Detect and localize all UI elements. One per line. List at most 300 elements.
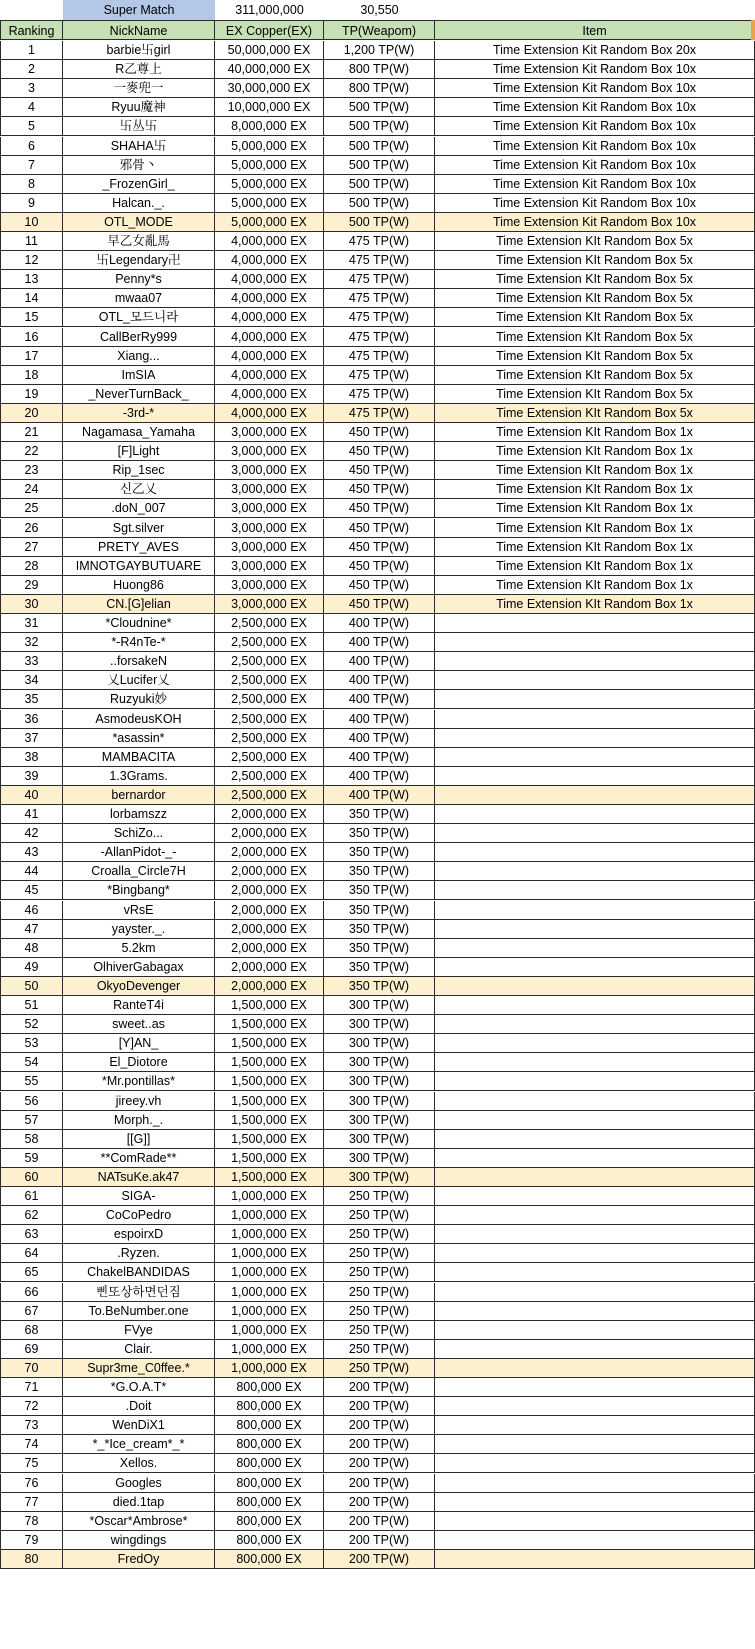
ex-copper-cell[interactable]: 5,000,000 EX: [215, 156, 324, 175]
ranking-cell[interactable]: 19: [0, 385, 63, 404]
ex-copper-cell[interactable]: 4,000,000 EX: [215, 251, 324, 270]
ex-copper-cell[interactable]: 2,000,000 EX: [215, 939, 324, 958]
nickname-cell[interactable]: .Doit: [63, 1397, 215, 1416]
item-cell[interactable]: [435, 1474, 755, 1493]
ranking-cell[interactable]: 15: [0, 308, 63, 327]
ranking-cell[interactable]: 14: [0, 289, 63, 308]
nickname-cell[interactable]: Huong86: [63, 576, 215, 595]
item-cell[interactable]: [435, 1531, 755, 1550]
ranking-cell[interactable]: 70: [0, 1359, 63, 1378]
ex-copper-cell[interactable]: 800,000 EX: [215, 1416, 324, 1435]
nickname-cell[interactable]: Clair.: [63, 1340, 215, 1359]
tp-weapon-cell[interactable]: 400 TP(W): [324, 767, 435, 786]
tp-weapon-cell[interactable]: 350 TP(W): [324, 862, 435, 881]
ranking-cell[interactable]: 68: [0, 1321, 63, 1340]
item-cell[interactable]: Time Extension KIt Random Box 1x: [435, 595, 755, 614]
tp-weapon-cell[interactable]: 300 TP(W): [324, 1034, 435, 1053]
ex-copper-cell[interactable]: 2,000,000 EX: [215, 805, 324, 824]
tp-weapon-cell[interactable]: 200 TP(W): [324, 1435, 435, 1454]
item-cell[interactable]: Time Extension Kit Random Box 20x: [435, 41, 755, 60]
ex-copper-cell[interactable]: 30,000,000 EX: [215, 79, 324, 98]
ex-copper-cell[interactable]: 800,000 EX: [215, 1454, 324, 1473]
ranking-cell[interactable]: 27: [0, 538, 63, 557]
ranking-cell[interactable]: 30: [0, 595, 63, 614]
tp-weapon-cell[interactable]: 500 TP(W): [324, 117, 435, 136]
ex-copper-cell[interactable]: 1,000,000 EX: [215, 1340, 324, 1359]
nickname-cell[interactable]: Croalla_Circle7H: [63, 862, 215, 881]
ex-copper-cell[interactable]: 1,000,000 EX: [215, 1302, 324, 1321]
item-cell[interactable]: [435, 652, 755, 671]
ex-copper-cell[interactable]: 5,000,000 EX: [215, 137, 324, 156]
header-ranking[interactable]: Ranking: [0, 20, 63, 40]
item-cell[interactable]: Time Extension KIt Random Box 5x: [435, 308, 755, 327]
nickname-cell[interactable]: OlhiverGabagax: [63, 958, 215, 977]
tp-weapon-cell[interactable]: 450 TP(W): [324, 595, 435, 614]
item-cell[interactable]: [435, 1454, 755, 1473]
nickname-cell[interactable]: WenDiX1: [63, 1416, 215, 1435]
tp-weapon-cell[interactable]: 350 TP(W): [324, 881, 435, 900]
nickname-cell[interactable]: 1.3Grams.: [63, 767, 215, 786]
ranking-cell[interactable]: 38: [0, 748, 63, 767]
tp-weapon-cell[interactable]: 475 TP(W): [324, 251, 435, 270]
item-cell[interactable]: Time Extension Kit Random Box 10x: [435, 117, 755, 136]
tp-weapon-cell[interactable]: 250 TP(W): [324, 1321, 435, 1340]
item-cell[interactable]: [435, 1283, 755, 1302]
ranking-cell[interactable]: 64: [0, 1244, 63, 1263]
ranking-cell[interactable]: 45: [0, 881, 63, 900]
tp-weapon-cell[interactable]: 475 TP(W): [324, 270, 435, 289]
item-cell[interactable]: [435, 1340, 755, 1359]
ex-copper-cell[interactable]: 2,500,000 EX: [215, 786, 324, 805]
item-cell[interactable]: Time Extension KIt Random Box 5x: [435, 251, 755, 270]
tp-weapon-cell[interactable]: 200 TP(W): [324, 1416, 435, 1435]
ranking-cell[interactable]: 6: [0, 137, 63, 156]
item-cell[interactable]: [435, 1263, 755, 1282]
tp-weapon-cell[interactable]: 475 TP(W): [324, 308, 435, 327]
tp-weapon-cell[interactable]: 200 TP(W): [324, 1493, 435, 1512]
item-cell[interactable]: [435, 1397, 755, 1416]
nickname-cell[interactable]: ..forsakeN: [63, 652, 215, 671]
nickname-cell[interactable]: vRsE: [63, 901, 215, 920]
ranking-cell[interactable]: 47: [0, 920, 63, 939]
ex-copper-cell[interactable]: 4,000,000 EX: [215, 385, 324, 404]
tp-weapon-cell[interactable]: 250 TP(W): [324, 1206, 435, 1225]
nickname-cell[interactable]: FVye: [63, 1321, 215, 1340]
ranking-cell[interactable]: 74: [0, 1435, 63, 1454]
ex-copper-cell[interactable]: 1,000,000 EX: [215, 1283, 324, 1302]
ex-copper-cell[interactable]: 8,000,000 EX: [215, 117, 324, 136]
item-cell[interactable]: [435, 1168, 755, 1187]
nickname-cell[interactable]: *asassin*: [63, 729, 215, 748]
ranking-cell[interactable]: 3: [0, 79, 63, 98]
nickname-cell[interactable]: barbie卐girl: [63, 41, 215, 60]
nickname-cell[interactable]: -AllanPidot-_-: [63, 843, 215, 862]
ranking-cell[interactable]: 76: [0, 1474, 63, 1493]
tp-weapon-cell[interactable]: 250 TP(W): [324, 1359, 435, 1378]
nickname-cell[interactable]: mwaa07: [63, 289, 215, 308]
tp-weapon-cell[interactable]: 500 TP(W): [324, 156, 435, 175]
super-match-label[interactable]: Super Match: [63, 0, 215, 20]
ranking-cell[interactable]: 28: [0, 557, 63, 576]
ex-copper-cell[interactable]: 1,000,000 EX: [215, 1206, 324, 1225]
nickname-cell[interactable]: MAMBACITA: [63, 748, 215, 767]
ex-copper-cell[interactable]: 1,500,000 EX: [215, 1149, 324, 1168]
nickname-cell[interactable]: PRETY_AVES: [63, 538, 215, 557]
tp-weapon-cell[interactable]: 200 TP(W): [324, 1378, 435, 1397]
nickname-cell[interactable]: _NeverTurnBack_: [63, 385, 215, 404]
item-cell[interactable]: [435, 862, 755, 881]
ranking-cell[interactable]: 1: [0, 41, 63, 60]
ranking-cell[interactable]: 24: [0, 480, 63, 499]
tp-weapon-cell[interactable]: 300 TP(W): [324, 1072, 435, 1091]
item-cell[interactable]: [435, 1550, 755, 1569]
item-cell[interactable]: [435, 1359, 755, 1378]
ranking-cell[interactable]: 10: [0, 213, 63, 232]
nickname-cell[interactable]: .Ryzen.: [63, 1244, 215, 1263]
item-cell[interactable]: [435, 633, 755, 652]
ex-copper-cell[interactable]: 800,000 EX: [215, 1512, 324, 1531]
tp-weapon-cell[interactable]: 250 TP(W): [324, 1225, 435, 1244]
ex-copper-cell[interactable]: 2,500,000 EX: [215, 767, 324, 786]
ranking-cell[interactable]: 73: [0, 1416, 63, 1435]
ex-copper-cell[interactable]: 5,000,000 EX: [215, 213, 324, 232]
nickname-cell[interactable]: ChakelBANDIDAS: [63, 1263, 215, 1282]
item-cell[interactable]: [435, 1072, 755, 1091]
nickname-cell[interactable]: Xiang...: [63, 347, 215, 366]
ex-copper-cell[interactable]: 3,000,000 EX: [215, 461, 324, 480]
item-cell[interactable]: [435, 710, 755, 729]
ranking-cell[interactable]: 2: [0, 60, 63, 79]
tp-weapon-cell[interactable]: 250 TP(W): [324, 1263, 435, 1282]
ranking-cell[interactable]: 8: [0, 175, 63, 194]
item-cell[interactable]: Time Extension KIt Random Box 5x: [435, 232, 755, 251]
ranking-cell[interactable]: 63: [0, 1225, 63, 1244]
item-cell[interactable]: Time Extension Kit Random Box 10x: [435, 213, 755, 232]
ex-copper-cell[interactable]: 2,000,000 EX: [215, 920, 324, 939]
item-cell[interactable]: Time Extension KIt Random Box 1x: [435, 442, 755, 461]
tp-weapon-cell[interactable]: 300 TP(W): [324, 1092, 435, 1111]
tp-weapon-cell[interactable]: 475 TP(W): [324, 347, 435, 366]
ranking-cell[interactable]: 53: [0, 1034, 63, 1053]
item-cell[interactable]: [435, 1321, 755, 1340]
ranking-cell[interactable]: 72: [0, 1397, 63, 1416]
ex-copper-cell[interactable]: 1,000,000 EX: [215, 1359, 324, 1378]
item-cell[interactable]: [435, 1092, 755, 1111]
ex-copper-cell[interactable]: 2,500,000 EX: [215, 633, 324, 652]
item-cell[interactable]: [435, 881, 755, 900]
item-cell[interactable]: Time Extension KIt Random Box 5x: [435, 328, 755, 347]
total-tp[interactable]: 30,550: [360, 3, 399, 17]
item-cell[interactable]: [435, 767, 755, 786]
ex-copper-cell[interactable]: 3,000,000 EX: [215, 557, 324, 576]
nickname-cell[interactable]: Penny*s: [63, 270, 215, 289]
ex-copper-cell[interactable]: 1,500,000 EX: [215, 1092, 324, 1111]
item-cell[interactable]: [435, 920, 755, 939]
tp-weapon-cell[interactable]: 500 TP(W): [324, 194, 435, 213]
tp-weapon-cell[interactable]: 400 TP(W): [324, 633, 435, 652]
ex-copper-cell[interactable]: 800,000 EX: [215, 1531, 324, 1550]
nickname-cell[interactable]: lorbamszz: [63, 805, 215, 824]
tp-weapon-cell[interactable]: 450 TP(W): [324, 499, 435, 518]
ranking-cell[interactable]: 62: [0, 1206, 63, 1225]
item-cell[interactable]: Time Extension KIt Random Box 5x: [435, 347, 755, 366]
item-cell[interactable]: Time Extension KIt Random Box 1x: [435, 519, 755, 538]
tp-weapon-cell[interactable]: 350 TP(W): [324, 977, 435, 996]
item-cell[interactable]: Time Extension Kit Random Box 10x: [435, 60, 755, 79]
item-cell[interactable]: [435, 1206, 755, 1225]
tp-weapon-cell[interactable]: 475 TP(W): [324, 328, 435, 347]
ranking-cell[interactable]: 60: [0, 1168, 63, 1187]
ranking-cell[interactable]: 23: [0, 461, 63, 480]
tp-weapon-cell[interactable]: 450 TP(W): [324, 538, 435, 557]
ranking-cell[interactable]: 17: [0, 347, 63, 366]
item-cell[interactable]: [435, 671, 755, 690]
ranking-cell[interactable]: 51: [0, 996, 63, 1015]
nickname-cell[interactable]: Rip_1sec: [63, 461, 215, 480]
ranking-cell[interactable]: 32: [0, 633, 63, 652]
tp-weapon-cell[interactable]: 400 TP(W): [324, 652, 435, 671]
ex-copper-cell[interactable]: 1,000,000 EX: [215, 1244, 324, 1263]
ex-copper-cell[interactable]: 4,000,000 EX: [215, 270, 324, 289]
item-cell[interactable]: [435, 1130, 755, 1149]
tp-weapon-cell[interactable]: 400 TP(W): [324, 710, 435, 729]
ranking-cell[interactable]: 52: [0, 1015, 63, 1034]
ranking-cell[interactable]: 48: [0, 939, 63, 958]
tp-weapon-cell[interactable]: 250 TP(W): [324, 1187, 435, 1206]
ex-copper-cell[interactable]: 2,000,000 EX: [215, 824, 324, 843]
tp-weapon-cell[interactable]: 200 TP(W): [324, 1454, 435, 1473]
ex-copper-cell[interactable]: 3,000,000 EX: [215, 576, 324, 595]
ex-copper-cell[interactable]: 4,000,000 EX: [215, 328, 324, 347]
nickname-cell[interactable]: CallBerRy999: [63, 328, 215, 347]
ranking-cell[interactable]: 33: [0, 652, 63, 671]
item-cell[interactable]: [435, 996, 755, 1015]
tp-weapon-cell[interactable]: 250 TP(W): [324, 1340, 435, 1359]
item-cell[interactable]: [435, 1053, 755, 1072]
item-cell[interactable]: [435, 748, 755, 767]
tp-weapon-cell[interactable]: 450 TP(W): [324, 480, 435, 499]
ex-copper-cell[interactable]: 10,000,000 EX: [215, 98, 324, 117]
nickname-cell[interactable]: Ruzyuki妙: [63, 690, 215, 709]
ex-copper-cell[interactable]: 1,500,000 EX: [215, 1168, 324, 1187]
item-cell[interactable]: [435, 729, 755, 748]
item-cell[interactable]: [435, 805, 755, 824]
tp-weapon-cell[interactable]: 300 TP(W): [324, 1130, 435, 1149]
ex-copper-cell[interactable]: 5,000,000 EX: [215, 194, 324, 213]
ex-copper-cell[interactable]: 2,500,000 EX: [215, 748, 324, 767]
nickname-cell[interactable]: Nagamasa_Yamaha: [63, 423, 215, 442]
ranking-cell[interactable]: 16: [0, 328, 63, 347]
ranking-cell[interactable]: 37: [0, 729, 63, 748]
header-tp-weapon[interactable]: TP(Weapom): [324, 20, 435, 40]
ex-copper-cell[interactable]: 800,000 EX: [215, 1435, 324, 1454]
ranking-cell[interactable]: 26: [0, 519, 63, 538]
nickname-cell[interactable]: AsmodeusKOH: [63, 710, 215, 729]
ex-copper-cell[interactable]: 800,000 EX: [215, 1474, 324, 1493]
ranking-cell[interactable]: 42: [0, 824, 63, 843]
header-ex-copper[interactable]: EX Copper(EX): [215, 20, 324, 40]
ex-copper-cell[interactable]: 2,500,000 EX: [215, 690, 324, 709]
tp-weapon-cell[interactable]: 400 TP(W): [324, 729, 435, 748]
nickname-cell[interactable]: **ComRade**: [63, 1149, 215, 1168]
ranking-cell[interactable]: 78: [0, 1512, 63, 1531]
nickname-cell[interactable]: bernardor: [63, 786, 215, 805]
tp-weapon-cell[interactable]: 500 TP(W): [324, 213, 435, 232]
ex-copper-cell[interactable]: 50,000,000 EX: [215, 41, 324, 60]
tp-weapon-cell[interactable]: 200 TP(W): [324, 1531, 435, 1550]
nickname-cell[interactable]: Ryuu魔神: [63, 98, 215, 117]
nickname-cell[interactable]: yayster._.: [63, 920, 215, 939]
ex-copper-cell[interactable]: 2,000,000 EX: [215, 977, 324, 996]
ranking-cell[interactable]: 69: [0, 1340, 63, 1359]
nickname-cell[interactable]: *_*Ice_cream*_*: [63, 1435, 215, 1454]
ex-copper-cell[interactable]: 1,000,000 EX: [215, 1263, 324, 1282]
item-cell[interactable]: [435, 1244, 755, 1263]
tp-weapon-cell[interactable]: 475 TP(W): [324, 385, 435, 404]
nickname-cell[interactable]: Googles: [63, 1474, 215, 1493]
tp-weapon-cell[interactable]: 350 TP(W): [324, 843, 435, 862]
nickname-cell[interactable]: 卐丛卐: [63, 117, 215, 136]
tp-weapon-cell[interactable]: 400 TP(W): [324, 614, 435, 633]
nickname-cell[interactable]: .doN_007: [63, 499, 215, 518]
ranking-cell[interactable]: 79: [0, 1531, 63, 1550]
ex-copper-cell[interactable]: 2,500,000 EX: [215, 710, 324, 729]
tp-weapon-cell[interactable]: 350 TP(W): [324, 939, 435, 958]
item-cell[interactable]: Time Extension Kit Random Box 10x: [435, 156, 755, 175]
nickname-cell[interactable]: 邪骨丶: [63, 156, 215, 175]
ranking-cell[interactable]: 31: [0, 614, 63, 633]
ex-copper-cell[interactable]: 3,000,000 EX: [215, 442, 324, 461]
item-cell[interactable]: Time Extension KIt Random Box 1x: [435, 423, 755, 442]
tp-weapon-cell[interactable]: 400 TP(W): [324, 690, 435, 709]
ranking-cell[interactable]: 57: [0, 1111, 63, 1130]
item-cell[interactable]: [435, 977, 755, 996]
tp-weapon-cell[interactable]: 350 TP(W): [324, 824, 435, 843]
nickname-cell[interactable]: CN.[G]elian: [63, 595, 215, 614]
ex-copper-cell[interactable]: 2,500,000 EX: [215, 671, 324, 690]
item-cell[interactable]: Time Extension Kit Random Box 10x: [435, 79, 755, 98]
item-cell[interactable]: [435, 1512, 755, 1531]
tp-weapon-cell[interactable]: 450 TP(W): [324, 557, 435, 576]
nickname-cell[interactable]: 삔또상하면던짐: [63, 1283, 215, 1302]
nickname-cell[interactable]: 5.2km: [63, 939, 215, 958]
tp-weapon-cell[interactable]: 1,200 TP(W): [324, 41, 435, 60]
nickname-cell[interactable]: El_Diotore: [63, 1053, 215, 1072]
nickname-cell[interactable]: *-R4nTe-*: [63, 633, 215, 652]
nickname-cell[interactable]: SchiZo...: [63, 824, 215, 843]
tp-weapon-cell[interactable]: 500 TP(W): [324, 137, 435, 156]
tp-weapon-cell[interactable]: 250 TP(W): [324, 1283, 435, 1302]
nickname-cell[interactable]: died.1tap: [63, 1493, 215, 1512]
ranking-cell[interactable]: 55: [0, 1072, 63, 1091]
tp-weapon-cell[interactable]: 350 TP(W): [324, 901, 435, 920]
ex-copper-cell[interactable]: 3,000,000 EX: [215, 499, 324, 518]
ranking-cell[interactable]: 71: [0, 1378, 63, 1397]
ex-copper-cell[interactable]: 4,000,000 EX: [215, 347, 324, 366]
ex-copper-cell[interactable]: 2,000,000 EX: [215, 958, 324, 977]
nickname-cell[interactable]: SHAHA卐: [63, 137, 215, 156]
nickname-cell[interactable]: SIGA-: [63, 1187, 215, 1206]
tp-weapon-cell[interactable]: 300 TP(W): [324, 1111, 435, 1130]
tp-weapon-cell[interactable]: 200 TP(W): [324, 1397, 435, 1416]
nickname-cell[interactable]: To.BeNumber.one: [63, 1302, 215, 1321]
nickname-cell[interactable]: Halcan._.: [63, 194, 215, 213]
nickname-cell[interactable]: OTL_MODE: [63, 213, 215, 232]
tp-weapon-cell[interactable]: 300 TP(W): [324, 1053, 435, 1072]
ranking-cell[interactable]: 50: [0, 977, 63, 996]
ex-copper-cell[interactable]: 2,000,000 EX: [215, 881, 324, 900]
header-nickname[interactable]: NickName: [63, 20, 215, 40]
tp-weapon-cell[interactable]: 450 TP(W): [324, 442, 435, 461]
tp-weapon-cell[interactable]: 475 TP(W): [324, 289, 435, 308]
ranking-cell[interactable]: 21: [0, 423, 63, 442]
nickname-cell[interactable]: jireey.vh: [63, 1092, 215, 1111]
tp-weapon-cell[interactable]: 475 TP(W): [324, 232, 435, 251]
item-cell[interactable]: [435, 690, 755, 709]
ranking-cell[interactable]: 13: [0, 270, 63, 289]
nickname-cell[interactable]: *Oscar*Ambrose*: [63, 1512, 215, 1531]
nickname-cell[interactable]: -3rd-*: [63, 404, 215, 423]
ranking-cell[interactable]: 65: [0, 1263, 63, 1282]
ex-copper-cell[interactable]: 4,000,000 EX: [215, 289, 324, 308]
tp-weapon-cell[interactable]: 400 TP(W): [324, 748, 435, 767]
ex-copper-cell[interactable]: 1,500,000 EX: [215, 1015, 324, 1034]
tp-weapon-cell[interactable]: 350 TP(W): [324, 958, 435, 977]
nickname-cell[interactable]: *Mr.pontillas*: [63, 1072, 215, 1091]
ex-copper-cell[interactable]: 5,000,000 EX: [215, 175, 324, 194]
nickname-cell[interactable]: *Bingbang*: [63, 881, 215, 900]
tp-weapon-cell[interactable]: 300 TP(W): [324, 1015, 435, 1034]
ex-copper-cell[interactable]: 2,500,000 EX: [215, 652, 324, 671]
ex-copper-cell[interactable]: 1,500,000 EX: [215, 1072, 324, 1091]
ex-copper-cell[interactable]: 1,500,000 EX: [215, 1111, 324, 1130]
item-cell[interactable]: Time Extension KIt Random Box 1x: [435, 557, 755, 576]
tp-weapon-cell[interactable]: 475 TP(W): [324, 404, 435, 423]
ex-copper-cell[interactable]: 3,000,000 EX: [215, 595, 324, 614]
ex-copper-cell[interactable]: 3,000,000 EX: [215, 519, 324, 538]
ranking-cell[interactable]: 46: [0, 901, 63, 920]
nickname-cell[interactable]: R乙尊上: [63, 60, 215, 79]
item-cell[interactable]: [435, 958, 755, 977]
tp-weapon-cell[interactable]: 500 TP(W): [324, 175, 435, 194]
item-cell[interactable]: [435, 1378, 755, 1397]
ranking-cell[interactable]: 34: [0, 671, 63, 690]
ranking-cell[interactable]: 7: [0, 156, 63, 175]
tp-weapon-cell[interactable]: 200 TP(W): [324, 1512, 435, 1531]
ex-copper-cell[interactable]: 1,000,000 EX: [215, 1225, 324, 1244]
ex-copper-cell[interactable]: 1,500,000 EX: [215, 1034, 324, 1053]
ex-copper-cell[interactable]: 2,000,000 EX: [215, 843, 324, 862]
ranking-cell[interactable]: 59: [0, 1149, 63, 1168]
ranking-cell[interactable]: 29: [0, 576, 63, 595]
tp-weapon-cell[interactable]: 300 TP(W): [324, 996, 435, 1015]
nickname-cell[interactable]: sweet..as: [63, 1015, 215, 1034]
nickname-cell[interactable]: [[G]]: [63, 1130, 215, 1149]
ex-copper-cell[interactable]: 3,000,000 EX: [215, 538, 324, 557]
nickname-cell[interactable]: 一麥兜一: [63, 79, 215, 98]
nickname-cell[interactable]: _FrozenGirl_: [63, 175, 215, 194]
nickname-cell[interactable]: *Cloudnine*: [63, 614, 215, 633]
ex-copper-cell[interactable]: 800,000 EX: [215, 1493, 324, 1512]
nickname-cell[interactable]: 卐Legendary卍: [63, 251, 215, 270]
ex-copper-cell[interactable]: 4,000,000 EX: [215, 404, 324, 423]
ranking-cell[interactable]: 58: [0, 1130, 63, 1149]
item-cell[interactable]: [435, 1302, 755, 1321]
nickname-cell[interactable]: FredOy: [63, 1550, 215, 1569]
ranking-cell[interactable]: 77: [0, 1493, 63, 1512]
nickname-cell[interactable]: Xellos.: [63, 1454, 215, 1473]
tp-weapon-cell[interactable]: 250 TP(W): [324, 1302, 435, 1321]
